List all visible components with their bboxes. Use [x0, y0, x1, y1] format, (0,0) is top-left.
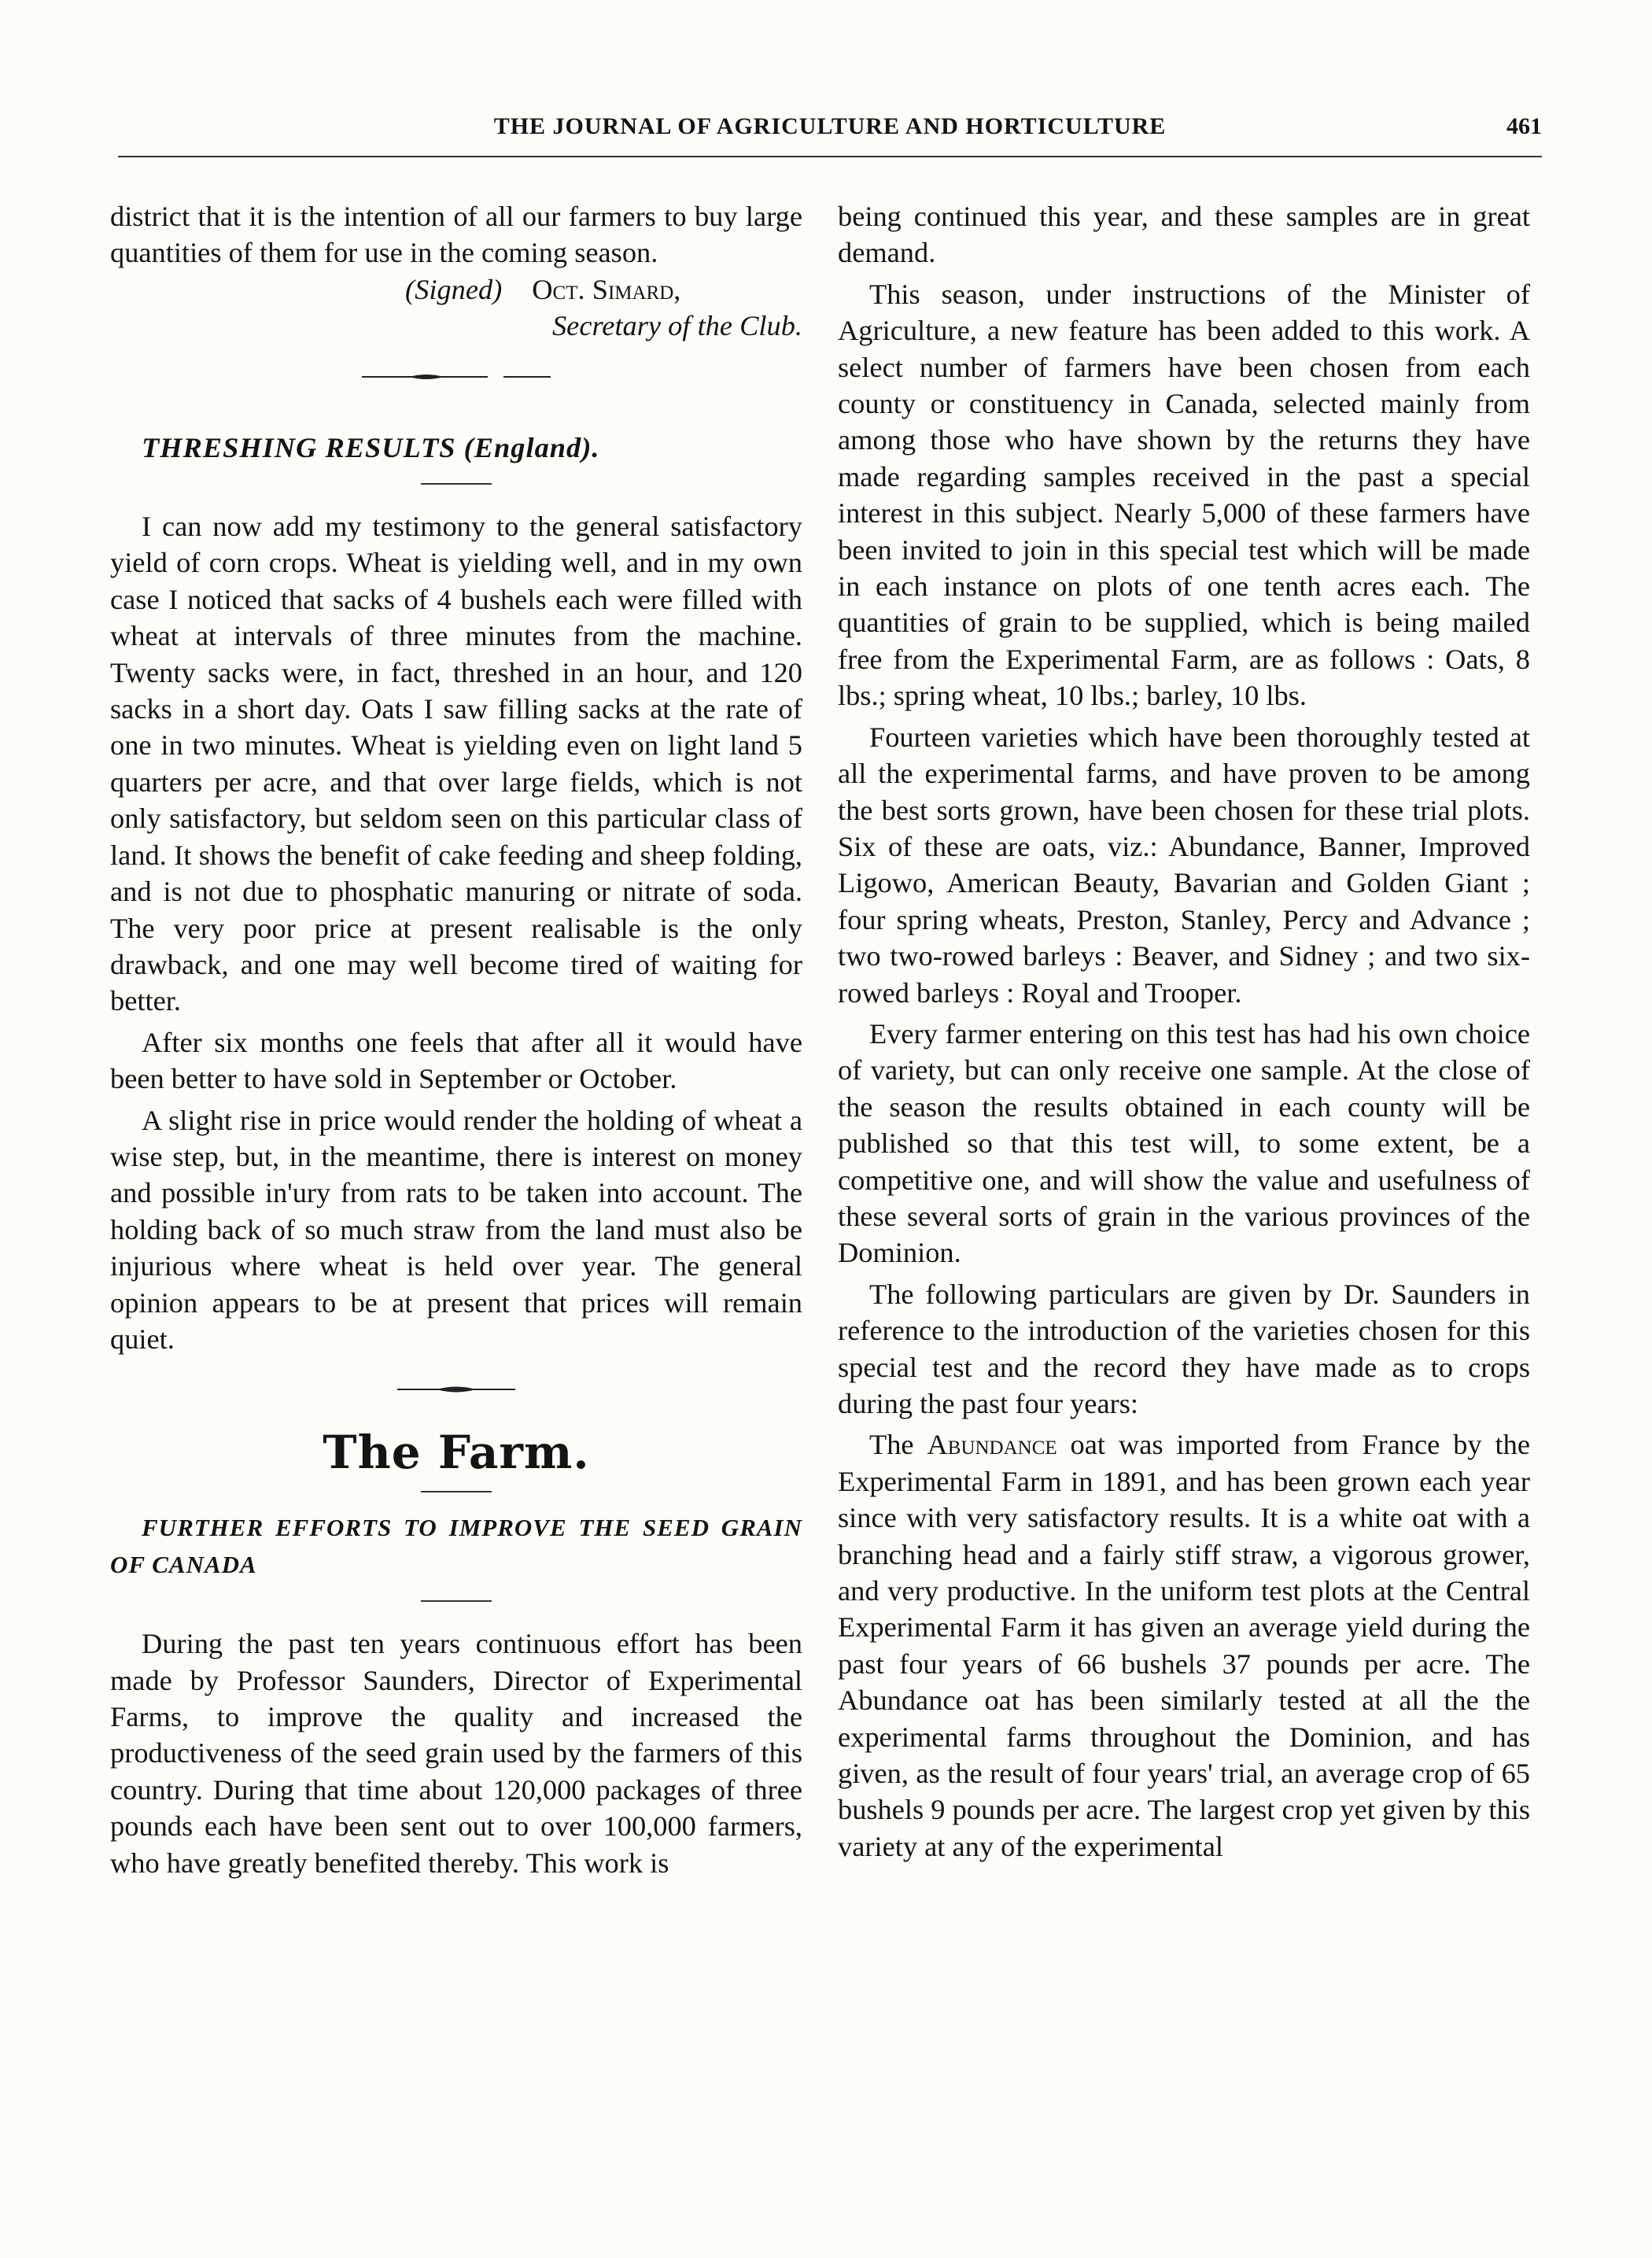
body-paragraph-2: Fourteen varieties which have been thoroughly tested at all the experimental farms, and have proven to be among the best sorts grown, have been chosen for these trial plots. Six of these are oats, viz.: Abundance, Banner, Improved Ligowo, American Beauty, Bavarian and Golden Giant ; four spring wheats, Preston, Stanley, Percy and Advance ; two two-rowed barleys : Beaver, and Sidney ; and two six-rowed barleys : Royal and Trooper. [838, 721, 1530, 1009]
section-ornament [110, 1384, 802, 1415]
threshing-paragraph-3: A slight rise in price would render the holding of wheat a wise step, but, in the meantime, there is interest on money and possible in'ury from rats to be taken into account. The holding back of so much straw from the land must also be injurious where wheat is held over year. The general opinion appears to be at present that prices will remain quiet. [110, 1104, 802, 1355]
heading-rule [421, 1491, 492, 1492]
body-paragraph-4: The following particulars are given by Dr. Saunders in reference to the introduction of the varieties chosen for this special test and the record they have made as to crops during the past four years: [838, 1278, 1530, 1419]
left-column [110, 198, 802, 1881]
journal-title: THE JOURNAL OF AGRICULTURE AND HORTICULTURE [493, 113, 1167, 139]
body-paragraph-3: Every farmer entering on this test has had his own choice of variety, but can only receive one sample. At the close of the season the results obtained in each county will be published so that this test will, to some extent, be a competitive one, and will show the value and usefulness of these several sorts of grain in the various provinces of the Dominion. [838, 1017, 1530, 1269]
body-paragraph-1: This season, under instructions of the Minister of Agriculture, a new feature has been added to this work. A select number of farmers have been chosen from each county or constituency in Canada, selected mainly from among those who have shown by the returns they have made regarding samples received in the past a special interest in this subject. Nearly 5,000 of these farmers have been invited to join in this special test which will be made in each instance on plots of one tenth acres each. The quantities of grain to be supplied, which is being mailed free from the Experimental Farm, are as follows : Oats, 8 lbs.; spring wheat, 10 lbs.; barley, 10 lbs. [838, 278, 1530, 712]
paragraph-continued: being continued this year, and these samples are in great demand. [838, 201, 1530, 269]
signatory-role: Secretary of the Club. [551, 310, 802, 342]
threshing-paragraph-2: After six months one feels that after all it would have been better to have sold in September or October. [110, 1026, 802, 1095]
abundance-text: oat was imported from France by the Experimental Farm in 1891, and has been grown each year since with very satisfactory results. It is a white oat with a branching head and a fairly stiff straw, a vigorous grower, and very productive. In the uniform test plots at the Central Experimental Farm it has given an average yield during the past four years of 66 bushels 37 pounds per acre. The Abundance oat has been similarly tested at all the the experimental farms throughout the Dominion, and has given, as the result of four years' trial, an average crop of 65 bushels 9 pounds per acre. The largest crop yet given by this variety at any of the experimental [838, 1429, 1530, 1862]
threshing-heading: THRESHING RESULTS (England). [142, 431, 600, 463]
heading-rule [421, 483, 492, 485]
signatory-name: Oct. Simard, [532, 273, 681, 305]
paragraph-continued: district that it is the intention of all our farmers to buy large quantities of them for use in the coming season. [110, 201, 802, 269]
further-efforts-heading: FURTHER EFFORTS TO IMPROVE THE SEED GRAIN OF CANADA [110, 1514, 802, 1578]
right-column [838, 198, 1530, 1865]
heading-rule [421, 1600, 492, 1602]
page-number: 461 [1506, 113, 1542, 139]
threshing-paragraph-1: I can now add my testimony to the general satisfactory yield of corn crops. Wheat is yielding well, and in my own case I noticed that sacks of 4 bushels each were filled with wheat at intervals of three minutes from the machine. Twenty sacks were, in fact, threshed in an hour, and 120 sacks in a short day. Oats I saw filling sacks at the rate of one in two minutes. Wheat is yielding even on light land 5 quarters per acre, and that over large fields, which is not only satisfactory, but seldom seen on this particular class of land. It shows the benefit of cake feeding and sheep folding, and is not due to phosphatic manuring or nitrate of soda. The very poor price at present realisable is the only drawback, and one may well become tired of waiting for better. [110, 511, 802, 1017]
abundance-intro: The [869, 1429, 927, 1461]
section-ornament [110, 371, 802, 403]
abundance-paragraph [838, 1426, 1530, 1865]
abundance-variety-name: Abundance [927, 1429, 1057, 1461]
running-header [118, 109, 1542, 157]
signature-block [110, 271, 802, 345]
further-efforts-paragraph: During the past ten years continuous effort has been made by Professor Saunders, Director of Experimental Farms, to improve the quality and increased the productiveness of the seed grain used by the farmers of this country. During that time about 120,000 packages of three pounds each have been sent out to over 100,000 farmers, who have greatly benefited thereby. This work is [110, 1628, 802, 1879]
section-title-the-farm: The Farm. [323, 1426, 590, 1480]
signed-label: (Signed) [405, 273, 503, 305]
